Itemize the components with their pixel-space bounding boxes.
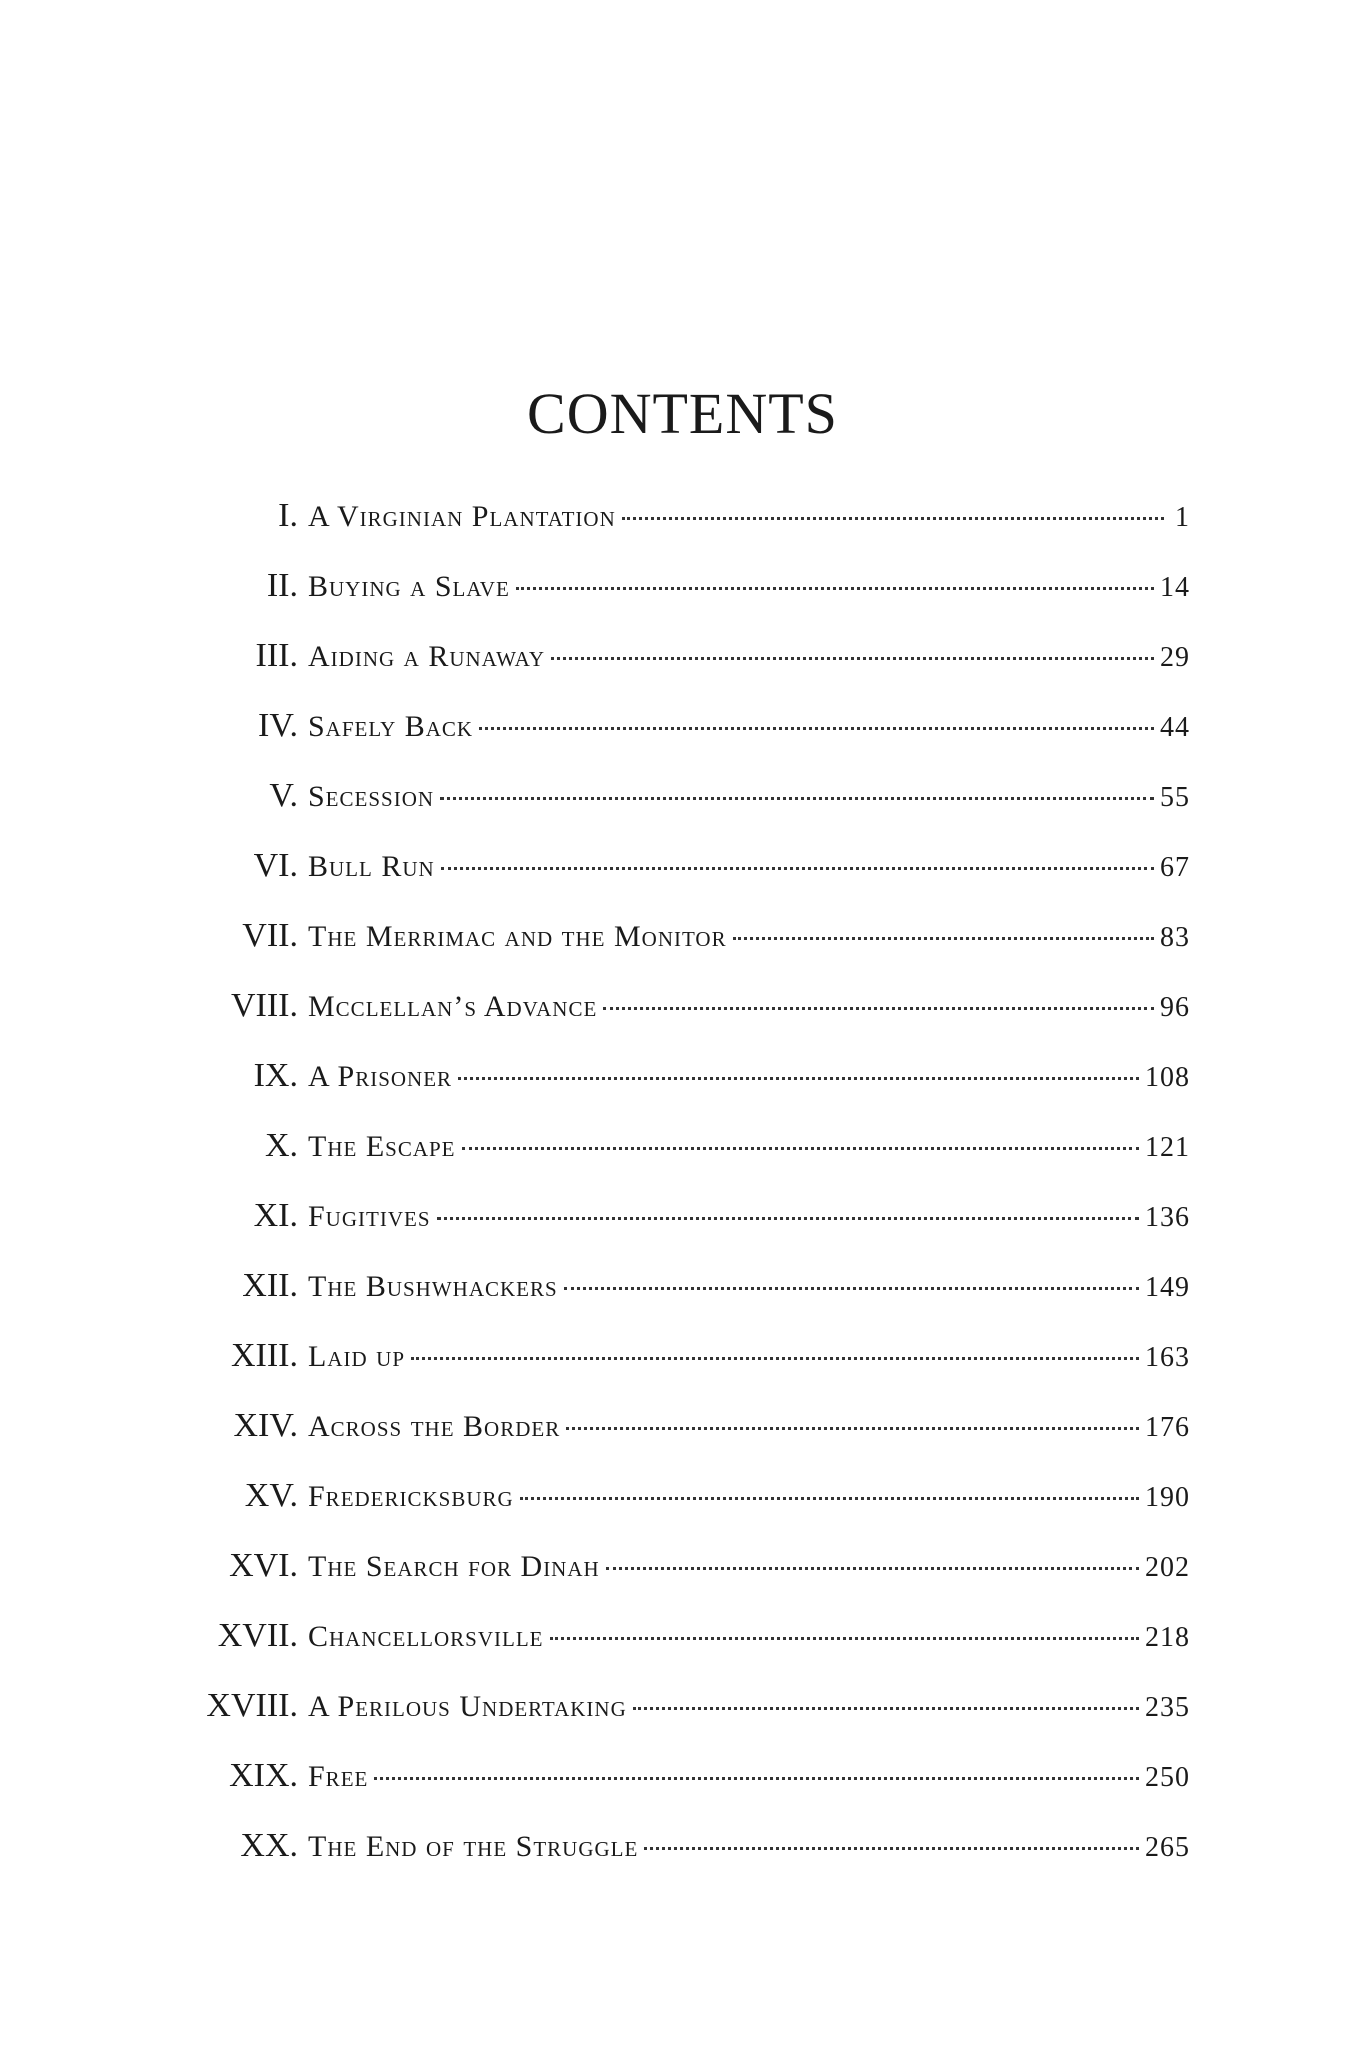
- dot-leader: [516, 587, 1154, 590]
- page-number: 1: [1175, 502, 1190, 533]
- page-number: 44: [1160, 712, 1190, 743]
- toc-entry[interactable]: [180, 1757, 1190, 1827]
- page-number: 55: [1160, 782, 1190, 813]
- chapter-title: Chancellorsville: [308, 1620, 544, 1653]
- chapter-number: X.: [264, 1127, 298, 1164]
- chapter-number: XIX.: [229, 1757, 298, 1794]
- page-number: 149: [1145, 1272, 1190, 1303]
- dot-leader: [566, 1427, 1139, 1430]
- toc-entry[interactable]: [180, 1407, 1190, 1477]
- toc-entry[interactable]: [180, 1057, 1190, 1127]
- chapter-title: The End of the Struggle: [308, 1830, 639, 1863]
- toc-entry[interactable]: [180, 567, 1190, 637]
- page-number: 190: [1145, 1482, 1190, 1513]
- toc-entry[interactable]: [180, 1547, 1190, 1617]
- chapter-title: The Search for Dinah: [308, 1550, 600, 1583]
- dot-leader: [564, 1287, 1139, 1290]
- chapter-number: XI.: [253, 1197, 298, 1234]
- chapter-number: XVII.: [217, 1617, 298, 1654]
- page-number: 218: [1145, 1622, 1190, 1653]
- chapter-number: II.: [266, 567, 298, 604]
- chapter-title: A Perilous Undertaking: [308, 1690, 627, 1723]
- page-title: CONTENTS: [527, 381, 838, 446]
- table-of-contents: [180, 497, 1190, 1897]
- chapter-title: Aiding a Runaway: [308, 640, 546, 673]
- dot-leader: [520, 1497, 1139, 1500]
- toc-entry[interactable]: [180, 1687, 1190, 1757]
- page-number: 235: [1145, 1692, 1190, 1723]
- chapter-number: VIII.: [230, 987, 298, 1024]
- dot-leader: [551, 657, 1154, 660]
- dot-leader: [603, 1007, 1154, 1010]
- chapter-title: The Merrimac and the Monitor: [308, 920, 727, 953]
- chapter-title: Laid up: [308, 1340, 405, 1373]
- page-number: 176: [1145, 1412, 1190, 1443]
- chapter-number: VI.: [253, 847, 298, 884]
- chapter-title: Mcclellan’s Advance: [308, 990, 598, 1023]
- chapter-number: V.: [269, 777, 298, 814]
- chapter-number: XII.: [242, 1267, 298, 1304]
- page-number: 121: [1145, 1132, 1190, 1163]
- dot-leader: [441, 867, 1154, 870]
- chapter-number: IV.: [258, 707, 298, 744]
- page-number: 67: [1160, 852, 1190, 883]
- chapter-number: XVIII.: [206, 1687, 298, 1724]
- chapter-title: Bull Run: [308, 850, 435, 883]
- chapter-number: III.: [255, 637, 298, 674]
- page-number: 136: [1145, 1202, 1190, 1233]
- toc-entry[interactable]: [180, 847, 1190, 917]
- toc-entry[interactable]: [180, 1267, 1190, 1337]
- page-number: 250: [1145, 1762, 1190, 1793]
- dot-leader: [550, 1637, 1140, 1640]
- dot-leader: [622, 517, 1164, 520]
- page-number: 83: [1160, 922, 1190, 953]
- chapter-title: Fredericksburg: [308, 1480, 514, 1513]
- chapter-number: XX.: [240, 1827, 298, 1864]
- page-number: 14: [1160, 572, 1190, 603]
- dot-leader: [633, 1707, 1139, 1710]
- chapter-number: IX.: [253, 1057, 298, 1094]
- toc-entry[interactable]: [180, 497, 1190, 567]
- chapter-title: Safely Back: [308, 710, 474, 743]
- toc-entry[interactable]: [180, 1477, 1190, 1547]
- chapter-title: Secession: [308, 780, 435, 813]
- dot-leader: [644, 1847, 1139, 1850]
- chapter-number: XIV.: [233, 1407, 298, 1444]
- chapter-title: A Prisoner: [308, 1060, 453, 1093]
- chapter-number: XVI.: [229, 1547, 298, 1584]
- dot-leader: [462, 1147, 1139, 1150]
- dot-leader: [733, 937, 1154, 940]
- toc-entry[interactable]: [180, 1197, 1190, 1267]
- page-number: 163: [1145, 1342, 1190, 1373]
- chapter-number: I.: [278, 497, 298, 534]
- toc-entry[interactable]: [180, 777, 1190, 847]
- toc-entry[interactable]: [180, 987, 1190, 1057]
- dot-leader: [440, 797, 1154, 800]
- dot-leader: [606, 1567, 1139, 1570]
- dot-leader: [437, 1217, 1139, 1220]
- toc-entry[interactable]: [180, 1827, 1190, 1897]
- chapter-number: XIII.: [230, 1337, 298, 1374]
- dot-leader: [411, 1357, 1139, 1360]
- toc-entry[interactable]: [180, 1127, 1190, 1197]
- chapter-title: The Escape: [308, 1130, 456, 1163]
- dot-leader: [374, 1777, 1139, 1780]
- page-number: 265: [1145, 1832, 1190, 1863]
- toc-entry[interactable]: [180, 707, 1190, 777]
- toc-entry[interactable]: [180, 637, 1190, 707]
- toc-entry[interactable]: [180, 1617, 1190, 1687]
- toc-entry[interactable]: [180, 917, 1190, 987]
- chapter-title: Free: [308, 1760, 369, 1793]
- chapter-number: VII.: [242, 917, 298, 954]
- chapter-number: XV.: [244, 1477, 298, 1514]
- page-number: 108: [1145, 1062, 1190, 1093]
- page-number: 202: [1145, 1552, 1190, 1583]
- toc-entry[interactable]: [180, 1337, 1190, 1407]
- chapter-title: Fugitives: [308, 1200, 431, 1233]
- page-number: 96: [1160, 992, 1190, 1023]
- chapter-title: A Virginian Plantation: [308, 500, 616, 533]
- chapter-title: The Bushwhackers: [308, 1270, 558, 1303]
- dot-leader: [458, 1077, 1139, 1080]
- chapter-title: Buying a Slave: [308, 570, 510, 603]
- dot-leader: [479, 727, 1154, 730]
- chapter-title: Across the Border: [308, 1410, 561, 1443]
- page-number: 29: [1160, 642, 1190, 673]
